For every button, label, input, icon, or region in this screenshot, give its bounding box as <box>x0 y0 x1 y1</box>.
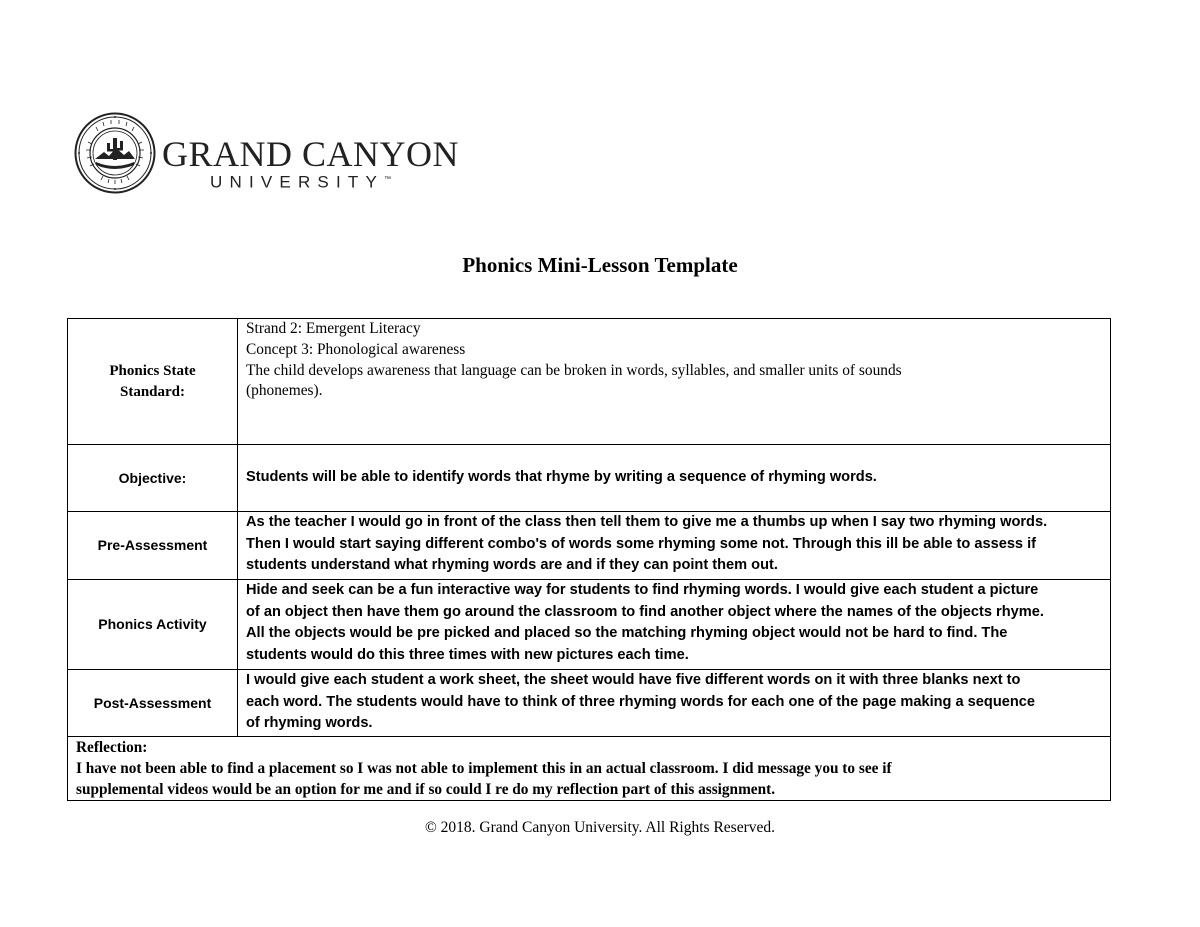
objective-content: Students will be able to identify words that rhyme by writing a sequence of rhyming words. <box>238 445 1111 512</box>
table-row-activity <box>68 580 1111 670</box>
lesson-template-table <box>67 318 1111 801</box>
copyright-footer: © 2018. Grand Canyon University. All Rights Reserved. <box>424 819 775 836</box>
trademark-symbol: ™ <box>384 176 392 183</box>
pre-assessment-label: Pre-Assessment <box>68 512 238 580</box>
activity-content: Hide and seek can be a fun interactive way for students to find rhyming words. I would give each student a picture of an object then have them go around the classroom to find another object where the names of the objects rhyme. All the objects would be pre picked and placed so the matching rhyming object would not be hard to find. The students would do this three times with new pictures each time. <box>238 580 1111 670</box>
reflection-cell <box>68 737 1111 801</box>
activity-label: Phonics Activity <box>68 580 238 670</box>
table-row-post-assessment <box>68 670 1111 737</box>
objective-label: Objective: <box>68 445 238 512</box>
table-row-reflection <box>68 737 1111 801</box>
university-subtitle: UNIVERSITY™ <box>210 172 392 192</box>
post-assessment-label: Post-Assessment <box>68 670 238 737</box>
post-assessment-content: I would give each student a work sheet, the sheet would have five different words on it with three blanks next to each word. The students would have to think of three rhyming words for each one of the page making a sequence of rhyming words. <box>238 670 1111 737</box>
standard-content: Strand 2: Emergent Literacy Concept 3: Phonological awareness The child develops awareness that language can be broken in words, syllables, and smaller units of sounds (phonemes). <box>238 319 1111 445</box>
university-name: GRAND CANYON <box>162 134 460 174</box>
pre-assessment-content: As the teacher I would go in front of the class then tell them to give me a thumbs up when I say two rhyming words. Then I would start saying different combo's of words some rhyming some not. Through this ill be able to assess if students understand what rhyming words are and if they can point them out. <box>238 512 1111 580</box>
university-logo <box>74 112 460 194</box>
table-row-pre-assessment <box>68 512 1111 580</box>
university-seal-icon <box>74 112 156 194</box>
table-row-standard <box>68 319 1111 445</box>
reflection-text-line: I have not been able to find a placement so I was not able to implement this in an actual classroom. I did message you to see if <box>76 760 892 777</box>
page-title: Phonics Mini-Lesson Template <box>462 253 738 277</box>
reflection-label: Reflection: <box>76 739 148 756</box>
standard-label: Phonics State Standard: <box>68 319 238 445</box>
reflection-text-line: supplemental videos would be an option for me and if so could I re do my reflection part of this assignment. <box>76 781 776 798</box>
table-row-objective <box>68 445 1111 512</box>
